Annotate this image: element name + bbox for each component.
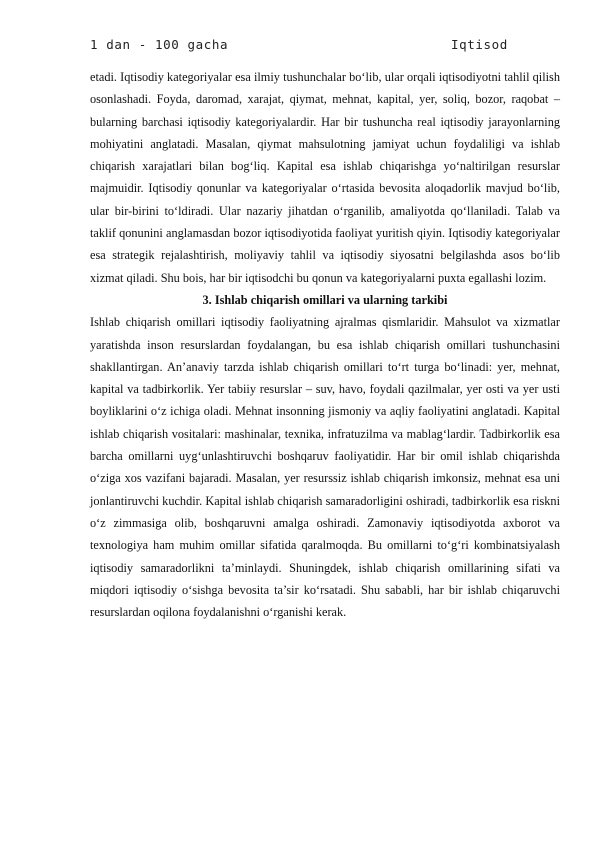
- header-subject: Iqtisod: [451, 37, 508, 52]
- header-page-range: 1 dan - 100 gacha: [90, 37, 229, 52]
- section-heading: 3. Ishlab chiqarish omillari va ularning tarkibi: [202, 292, 448, 307]
- body-paragraph: etadi. Iqtisodiy kategoriyalar esa ilmiy tushunchalar bo‘lib, ular orqali iqtisodiyotni tahlil qilish osonlashadi. Foyda, daromad, xarajat, qiymat, mehnat, kapital, yer, soliq, bozor, raqobat – bularning barchasi iqtisodiy kategoriyalardir. Har bir tushuncha real iqtisodiy jarayonlarning mohiyatini anglatadi. Masalan, qiymat mahsulotning jamiyat uchun foydaliligi va ishlab chiqarish xarajatlari bilan bog‘liq. Kapital esa ishlab chiqarishga yo‘naltirilgan resurslar majmuidir. Iqtisodiy qonunlar va kategoriyalar o‘rtasida bevosita aloqadorlik mavjud bo‘lib, ular bir-birini to‘ldiradi. Ular nazariy jihatdan o‘rganilib, amaliyotda qo‘llaniladi. Talab va taklif qonunini anglamasdan bozor iqtisodiyotida faoliyat yuritish qiyin. Iqtisodiy kategoriyalar esa strategik rejalashtirish, moliyaviy tahlil va iqtisodiy siyosatni belgilashda asos bo‘lib xizmat qiladi. Shu bois, har bir iqtisodchi bu qonun va kategoriyalarni puxta egallashi lozim.: [90, 70, 560, 285]
- body-paragraph: Ishlab chiqarish omillari iqtisodiy faoliyatning ajralmas qismlaridir. Mahsulot va xizmatlar yaratishda inson resurslardan foydalangan, bu esa ishlab chiqarish omillari tushunchasini shakllantirgan. An’anaviy tarzda ishlab chiqarish omillari to‘rt turga bo‘linadi: yer, mehnat, kapital va tadbirkorlik. Yer tabiiy resurslar – suv, havo, foydali qazilmalar, yer osti va yer usti boyliklarini o‘z ichiga oladi. Mehnat insonning jismoniy va aqliy faoliyatini anglatadi. Kapital ishlab chiqarish vositalari: mashinalar, texnika, infratuzilma va mablag‘lardir. Tadbirkorlik esa barcha omillarni uyg‘unlashtiruvchi boshqaruv faoliyatidir. Har bir omil ishlab chiqarishda o‘ziga xos vazifani bajaradi. Masalan, yer resurssiz ishlab chiqarish imkonsiz, mehnat esa uni jonlantiruvchi kuchdir. Kapital ishlab chiqarish samaradorligini oshiradi, tadbirkorlik esa riskni o‘z zimmasiga olib, boshqaruvni amalga oshiradi. Zamonaviy iqtisodiyotda axborot va texnologiya ham muhim omillar sifatida qaralmoqda. Bu omillarni to‘g‘ri kombinatsiyalash iqtisodiy samaradorlikni ta’minlaydi. Shuningdek, ishlab chiqarish omillarining sifati va miqdori iqtisodiy o‘sishga bevosita ta’sir ko‘rsatadi. Shu sababli, har bir ishlab chiqaruvchi resurslardan oqilona foydalanishni o‘rganishi kerak.: [90, 315, 560, 620]
- document-body: [90, 66, 560, 623]
- page-header: [90, 37, 560, 57]
